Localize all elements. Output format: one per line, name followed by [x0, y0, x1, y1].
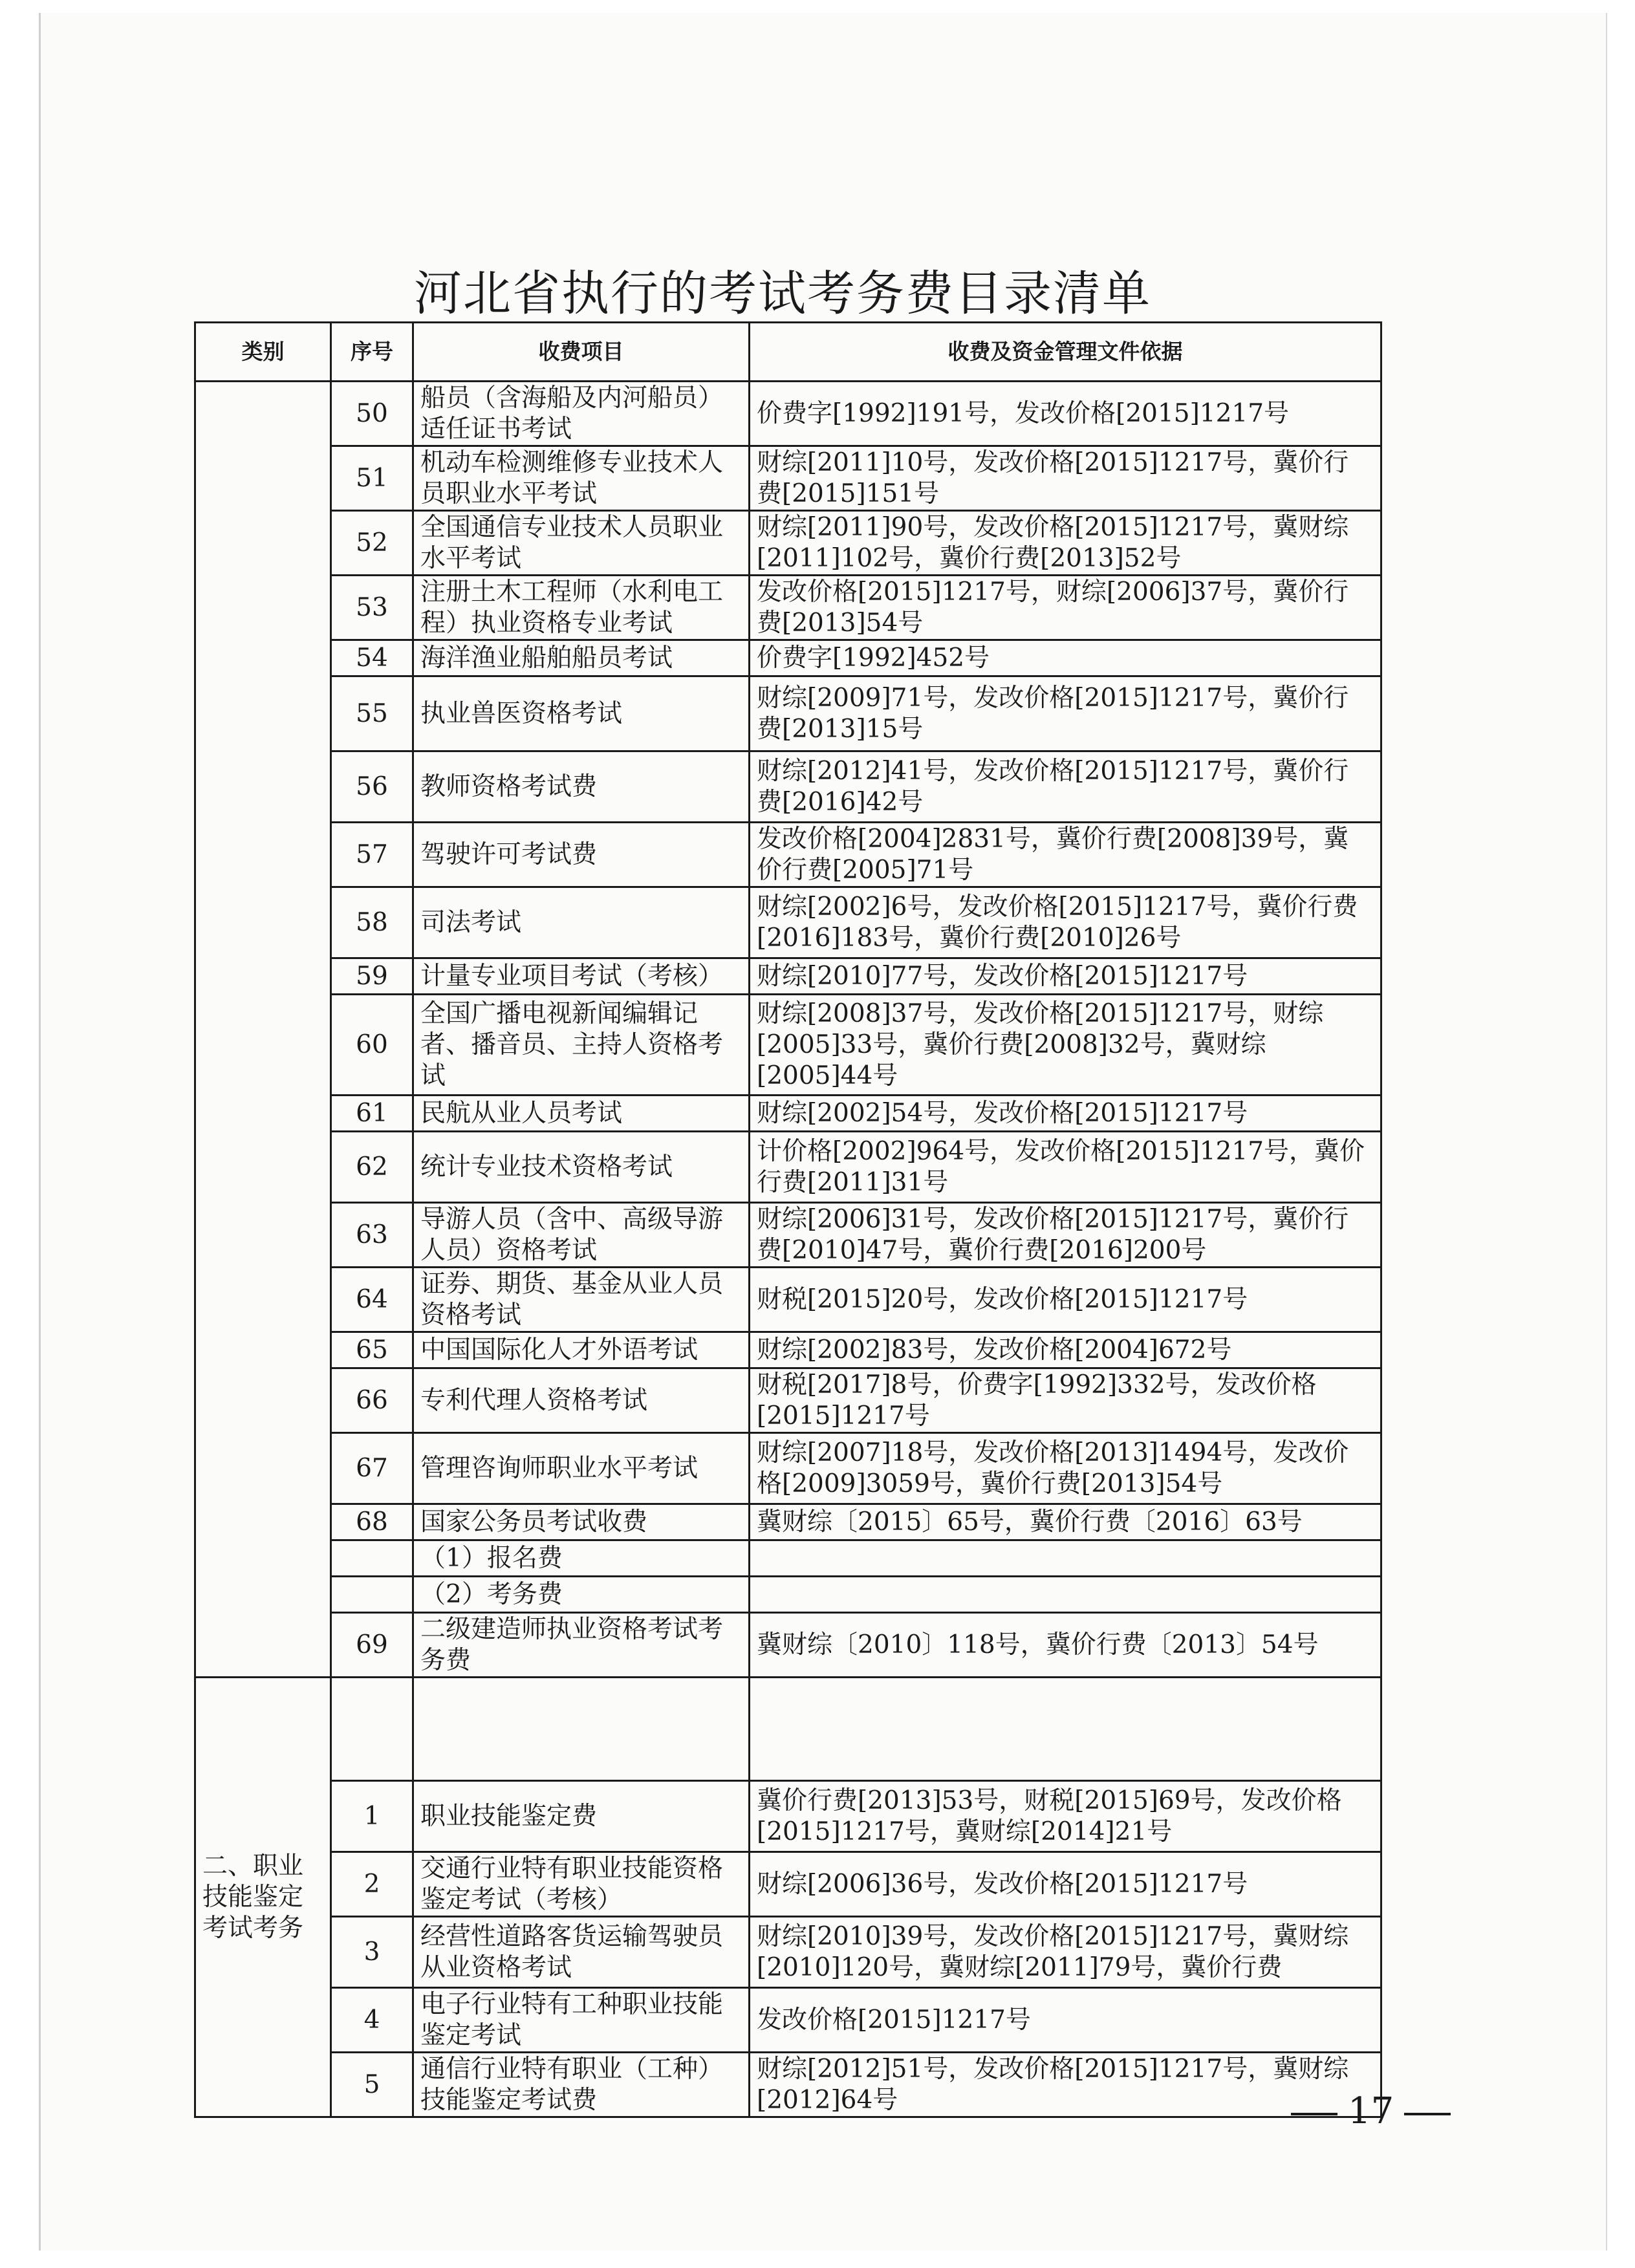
table-row [195, 1332, 1381, 1368]
row-item: 经营性道路客货运输驾驶员从业资格考试 [413, 1917, 750, 1988]
table-row [195, 576, 1381, 640]
row-item: 海洋渔业船舶船员考试 [413, 640, 750, 676]
header-no: 序号 [331, 323, 413, 382]
table-row [195, 1268, 1381, 1332]
row-no: 54 [331, 640, 413, 676]
table-row [195, 995, 1381, 1096]
row-item: 证券、期货、基金从业人员资格考试 [413, 1268, 750, 1332]
table-row [195, 1781, 1381, 1852]
table-row [195, 823, 1381, 887]
table-row [195, 1203, 1381, 1268]
table-row [195, 887, 1381, 958]
row-item: 机动车检测维修专业技术人员职业水平考试 [413, 446, 750, 511]
table-row [195, 1852, 1381, 1917]
row-no: 52 [331, 511, 413, 576]
row-basis: 价费字[1992]452号 [750, 640, 1381, 676]
row-no: 59 [331, 958, 413, 995]
section-2-category: 二、职业技能鉴定考试考务 [195, 1678, 331, 2117]
table-row [195, 751, 1381, 823]
row-no: 62 [331, 1132, 413, 1203]
table-row [195, 1917, 1381, 1988]
row-basis: 财综[2010]39号，发改价格[2015]1217号，冀财综[2010]120号，冀财综[2011]79号，冀价行费 [750, 1917, 1381, 1988]
row-item: 计量专业项目考试（考核） [413, 958, 750, 995]
row-item: 国家公务员考试收费 [413, 1504, 750, 1540]
row-no: 55 [331, 676, 413, 751]
row-no: 68 [331, 1504, 413, 1540]
table-row [195, 676, 1381, 751]
row-item: 管理咨询师职业水平考试 [413, 1433, 750, 1504]
row-item: （2）考务费 [413, 1577, 750, 1613]
row-no: 67 [331, 1433, 413, 1504]
row-item: 注册土木工程师（水利电工程）执业资格专业考试 [413, 576, 750, 640]
table-row [195, 640, 1381, 676]
row-item: （1）报名费 [413, 1540, 750, 1577]
page-number-dash-left [1291, 2113, 1337, 2115]
row-basis: 财综[2009]71号，发改价格[2015]1217号，冀价行费[2013]15号 [750, 676, 1381, 751]
row-item: 通信行业特有职业（工种）技能鉴定考试费 [413, 2053, 750, 2117]
row-no: 61 [331, 1096, 413, 1132]
row-item: 中国国际化人才外语考试 [413, 1332, 750, 1368]
header-basis: 收费及资金管理文件依据 [750, 323, 1381, 382]
row-basis: 财综[2011]90号，发改价格[2015]1217号，冀财综[2011]102号，冀价行费[2013]52号 [750, 511, 1381, 576]
fee-catalog-table [194, 321, 1382, 2118]
row-item: 二级建造师执业资格考试考务费 [413, 1613, 750, 1678]
table-row [195, 958, 1381, 995]
section-header-row [195, 1678, 1381, 1781]
row-item: 全国通信专业技术人员职业水平考试 [413, 511, 750, 576]
row-basis: 冀财综〔2015〕65号，冀价行费〔2016〕63号 [750, 1504, 1381, 1540]
row-no: 53 [331, 576, 413, 640]
row-no: 3 [331, 1917, 413, 1988]
table-row [195, 1988, 1381, 2053]
table-row [195, 1096, 1381, 1132]
row-basis: 财综[2006]36号，发改价格[2015]1217号 [750, 1852, 1381, 1917]
row-basis: 价费字[1992]191号，发改价格[2015]1217号 [750, 382, 1381, 446]
row-no: 63 [331, 1203, 413, 1268]
table-row [195, 1504, 1381, 1540]
table-row [195, 1132, 1381, 1203]
row-no: 66 [331, 1368, 413, 1433]
row-item: 交通行业特有职业技能资格鉴定考试（考核） [413, 1852, 750, 1917]
page-number-value: 17 [1348, 2090, 1394, 2132]
table-row [195, 1540, 1381, 1577]
row-no: 51 [331, 446, 413, 511]
table-row [195, 511, 1381, 576]
row-item: 全国广播电视新闻编辑记者、播音员、主持人资格考试 [413, 995, 750, 1096]
category-cell-blank [195, 382, 331, 1678]
document-title: 河北省执行的考试考务费目录清单 [414, 266, 1151, 321]
row-no: 65 [331, 1332, 413, 1368]
table-row [195, 2053, 1381, 2117]
table-row [195, 1577, 1381, 1613]
row-no: 56 [331, 751, 413, 823]
row-basis: 财综[2002]83号，发改价格[2004]672号 [750, 1332, 1381, 1368]
row-basis: 计价格[2002]964号，发改价格[2015]1217号，冀价行费[2011]31号 [750, 1132, 1381, 1203]
row-basis: 财综[2002]6号，发改价格[2015]1217号，冀价行费[2016]183号，冀价行费[2010]26号 [750, 887, 1381, 958]
row-no: 4 [331, 1988, 413, 2053]
row-no: 69 [331, 1613, 413, 1678]
row-basis: 财综[2010]77号，发改价格[2015]1217号 [750, 958, 1381, 995]
row-basis: 财综[2008]37号，发改价格[2015]1217号，财综[2005]33号，冀价行费[2008]32号，冀财综[2005]44号 [750, 995, 1381, 1096]
table-row [195, 1433, 1381, 1504]
row-item: 船员（含海船及内河船员）适任证书考试 [413, 382, 750, 446]
row-basis: 财综[2011]10号，发改价格[2015]1217号，冀价行费[2015]151号 [750, 446, 1381, 511]
row-item: 职业技能鉴定费 [413, 1781, 750, 1852]
row-item: 民航从业人员考试 [413, 1096, 750, 1132]
row-item: 执业兽医资格考试 [413, 676, 750, 751]
row-no [331, 1540, 413, 1577]
row-no: 57 [331, 823, 413, 887]
row-item: 司法考试 [413, 887, 750, 958]
row-basis: 财税[2017]8号，价费字[1992]332号，发改价格[2015]1217号 [750, 1368, 1381, 1433]
row-item: 驾驶许可考试费 [413, 823, 750, 887]
table-row [195, 382, 1381, 446]
header-item: 收费项目 [413, 323, 750, 382]
table-row [195, 446, 1381, 511]
row-no [331, 1577, 413, 1613]
row-basis: 财综[2007]18号，发改价格[2013]1494号，发改价格[2009]3059号，冀价行费[2013]54号 [750, 1433, 1381, 1504]
row-basis: 财综[2006]31号，发改价格[2015]1217号，冀价行费[2010]47号，冀价行费[2016]200号 [750, 1203, 1381, 1268]
table-row [195, 1613, 1381, 1678]
row-no: 1 [331, 1781, 413, 1852]
row-basis: 冀价行费[2013]53号，财税[2015]69号，发改价格[2015]1217号，冀财综[2014]21号 [750, 1781, 1381, 1852]
row-item: 教师资格考试费 [413, 751, 750, 823]
row-basis: 财综[2012]51号，发改价格[2015]1217号，冀财综[2012]64号 [750, 2053, 1381, 2117]
row-item: 统计专业技术资格考试 [413, 1132, 750, 1203]
row-item: 专利代理人资格考试 [413, 1368, 750, 1433]
row-no: 5 [331, 2053, 413, 2117]
row-no: 60 [331, 995, 413, 1096]
page-number-dash-right [1404, 2113, 1451, 2115]
row-no: 58 [331, 887, 413, 958]
row-basis: 发改价格[2004]2831号，冀价行费[2008]39号，冀价行费[2005]71号 [750, 823, 1381, 887]
row-no: 2 [331, 1852, 413, 1917]
table-header-row [195, 323, 1381, 382]
row-no: 64 [331, 1268, 413, 1332]
row-basis: 财税[2015]20号，发改价格[2015]1217号 [750, 1268, 1381, 1332]
row-basis: 发改价格[2015]1217号，财综[2006]37号，冀价行费[2013]54号 [750, 576, 1381, 640]
table-row [195, 1368, 1381, 1433]
row-basis: 冀财综〔2010〕118号，冀价行费〔2013〕54号 [750, 1613, 1381, 1678]
page-number [1281, 2090, 1461, 2132]
row-basis: 财综[2002]54号，发改价格[2015]1217号 [750, 1096, 1381, 1132]
row-no: 50 [331, 382, 413, 446]
row-basis: 财综[2012]41号，发改价格[2015]1217号，冀价行费[2016]42号 [750, 751, 1381, 823]
row-basis [750, 1577, 1381, 1613]
row-basis: 发改价格[2015]1217号 [750, 1988, 1381, 2053]
row-item: 导游人员（含中、高级导游人员）资格考试 [413, 1203, 750, 1268]
header-category: 类别 [195, 323, 331, 382]
row-basis [750, 1540, 1381, 1577]
row-item: 电子行业特有工种职业技能鉴定考试 [413, 1988, 750, 2053]
